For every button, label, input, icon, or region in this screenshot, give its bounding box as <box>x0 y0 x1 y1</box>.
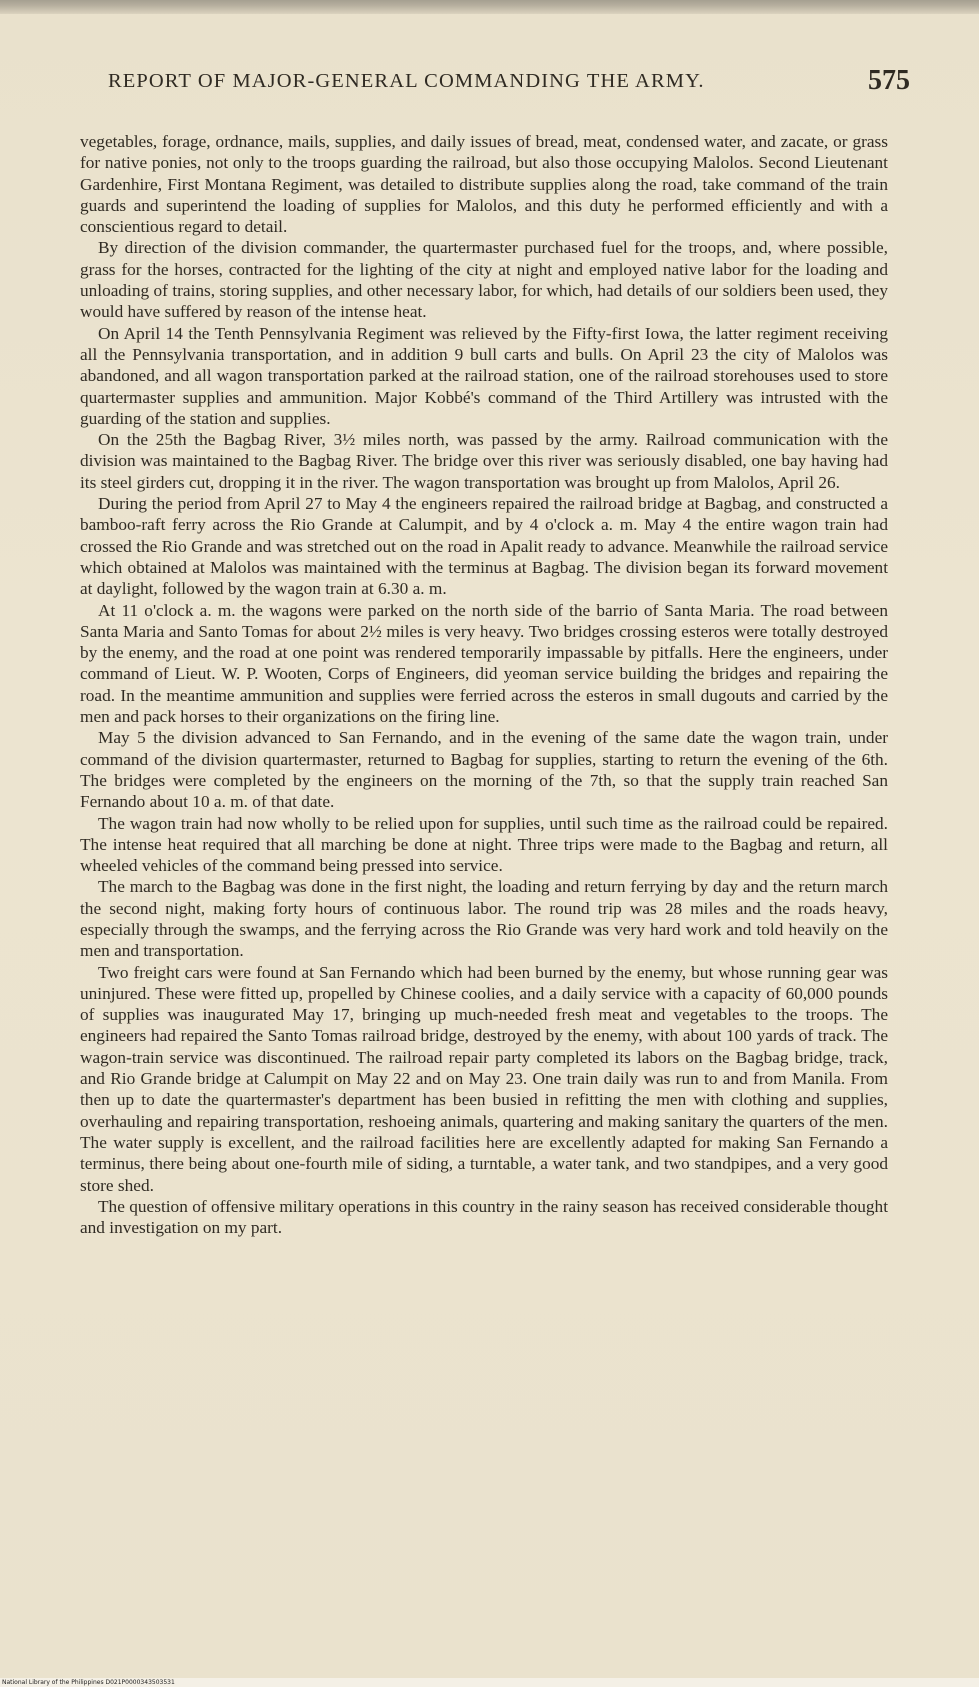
footer-credit: National Library of the Philippines D021P0000343503531 <box>2 1679 175 1686</box>
body-text <box>80 131 888 1238</box>
paragraph: On the 25th the Bagbag River, 3½ miles north, was passed by the army. Railroad communication with the division was maintained to the Bagbag River. The bridge over this river was seriously disabled, one bay having had its steel girders cut, dropping it in the river. The wagon transportation was brought up from Malolos, April 26. <box>80 430 888 492</box>
paragraph: Two freight cars were found at San Fernando which had been burned by the enemy, but whose running gear was uninjured. These were fitted up, propelled by Chinese coolies, and a daily service with a capacity of 60,000 pounds of supplies was inaugurated May 17, bringing up much-needed fresh meat and vegetables to the troops. The engineers had repaired the Santo Tomas railroad bridge, destroyed by the enemy, with about 100 yards of track. The wagon-train service was discontinued. The railroad repair party completed its labors on the Bagbag bridge, track, and Rio Grande bridge at Calumpit on May 22 and on May 23. One train daily was run to and from Manila. From then up to date the quartermaster's department has been busied in refitting the men with clothing and supplies, overhauling and repairing transportation, reshoeing animals, quartering and making sanitary the quarters of the men. The water supply is excellent, and the railroad facilities here are excellently adapted for making San Fernando a terminus, there being about one-fourth mile of siding, a turntable, a water tank, and two standpipes, and a very good store shed. <box>80 962 888 1195</box>
paragraph: May 5 the division advanced to San Fernando, and in the evening of the same date the wagon train, under command of the division quartermaster, returned to Bagbag for supplies, starting to return the evening of the 6th. The bridges were completed by the engineers on the morning of the 7th, so that the supply train reached San Fernando about 10 a. m. of that date. <box>80 728 888 812</box>
running-head <box>108 62 910 102</box>
paragraph: The question of offensive military operations in this country in the rainy season has received considerable thought and investigation on my part. <box>80 1196 888 1238</box>
page-number: 575 <box>868 65 910 96</box>
paragraph: On April 14 the Tenth Pennsylvania Regiment was relieved by the Fifty-first Iowa, the latter regiment receiving all the Pennsylvania transportation, and in addition 9 bull carts and bulls. On April 23 the city of Malolos was abandoned, and all wagon transportation parked at the railroad station, one of the railroad storehouses used to store quartermaster supplies and ammunition. Major Kobbé's command of the Third Artillery was intrusted with the guarding of the station and supplies. <box>80 323 888 428</box>
scan-footer <box>0 1678 979 1687</box>
paragraph: By direction of the division commander, the quartermaster purchased fuel for the troops, and, where possible, grass for the horses, contracted for the lighting of the city at night and employed native labor for the loading and unloading of trains, storing supplies, and other necessary labor, for which, had details of our soldiers been used, they would have suffered by reason of the intense heat. <box>80 238 888 322</box>
paragraph: At 11 o'clock a. m. the wagons were parked on the north side of the barrio of Santa Maria. The road between Santa Maria and Santo Tomas for about 2½ miles is very heavy. Two bridges crossing esteros were totally destroyed by the enemy, and the road at one point was rendered temporarily impassable by pitfalls. Here the engineers, under command of Lieut. W. P. Wooten, Corps of Engineers, did yeoman service building the bridges and repairing the road. In the meantime ammunition and supplies were ferried across the esteros in small dugouts and carried by the men and pack horses to their organizations on the firing line. <box>80 600 888 727</box>
scan-top-edge <box>0 0 979 14</box>
paragraph: The wagon train had now wholly to be relied upon for supplies, until such time as the railroad could be repaired. The intense heat required that all marching be done at night. Three trips were made to the Bagbag and return, all wheeled vehicles of the command being pressed into service. <box>80 813 888 876</box>
paragraph: vegetables, forage, ordnance, mails, supplies, and daily issues of bread, meat, condensed water, and zacate, or grass for native ponies, not only to the troops guarding the railroad, but also those occupying Malolos. Second Lieutenant Gardenhire, First Montana Regiment, was detailed to distribute supplies along the road, take command of the train guards and superintend the loading of supplies for Malolos, and this duty he performed efficiently and with a conscientious regard to detail. <box>80 132 888 237</box>
paragraph: The march to the Bagbag was done in the first night, the loading and return ferrying by day and the return march the second night, making forty hours of continuous labor. The round trip was 28 miles and the roads heavy, especially through the swamps, and the ferrying across the Rio Grande was very hard work and told heavily on the men and transportation. <box>80 877 888 961</box>
running-title: REPORT OF MAJOR-GENERAL COMMANDING THE ARMY. <box>108 70 705 92</box>
paragraph: During the period from April 27 to May 4 the engineers repaired the railroad bridge at Bagbag, and constructed a bamboo-raft ferry across the Rio Grande at Calumpit, and by 4 o'clock a. m. May 4 the entire wagon train had crossed the Rio Grande and was stretched out on the road in Apalit ready to advance. Meanwhile the railroad service which obtained at Malolos was maintained with the terminus at Bagbag. The division began its forward movement at daylight, followed by the wagon train at 6.30 a. m. <box>80 494 888 599</box>
